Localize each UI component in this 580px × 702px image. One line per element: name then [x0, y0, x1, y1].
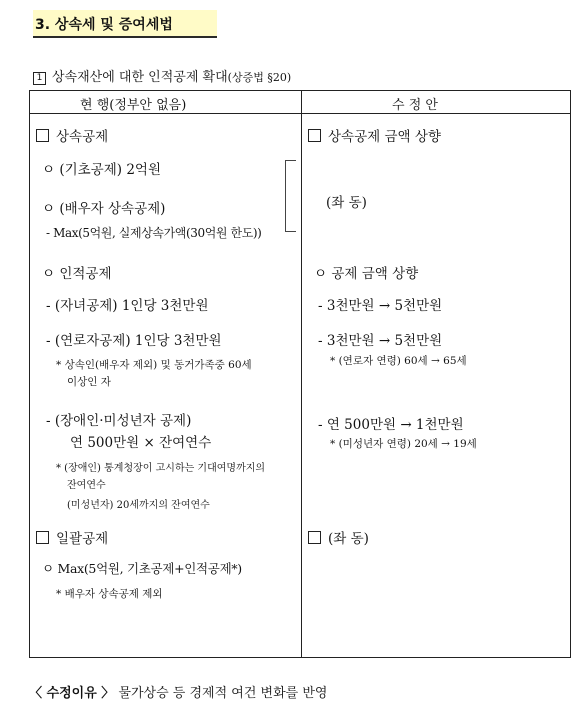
left-spouse-deduction: ㅇ (배우자 상속공제): [42, 201, 166, 217]
revision-reason-text: 물가상승 등 경제적 여건 변화를 반영: [118, 686, 328, 701]
header-revised: 수 정 안: [392, 98, 438, 113]
left-elderly-note-1: * 상속인(배우자 제외) 및 동거가족중 60세: [56, 359, 252, 371]
header-current: 현 행(정부안 없음): [80, 98, 187, 113]
checkbox-icon: [36, 129, 49, 142]
revision-reason-label: 〈 수정이유 〉: [29, 686, 115, 701]
revision-reason: [29, 682, 327, 701]
subheading-number: 1: [33, 72, 46, 85]
subheading-reference: (상증법 §20): [227, 71, 292, 84]
right-minor-age-note: * (미성년자 연령) 20세 → 19세: [330, 438, 477, 450]
left-elderly-note-2: 이상인 자: [67, 376, 111, 388]
right-raise-inheritance: 상속공제 금액 상향: [308, 125, 441, 145]
left-lump-sum-note: * 배우자 상속공제 제외: [56, 588, 163, 600]
right-elderly-change: - 3천만원 → 5천만원: [318, 333, 443, 349]
left-personal-deduction: ㅇ 인적공제: [42, 266, 112, 282]
right-child-change: - 3천만원 → 5천만원: [318, 298, 443, 314]
left-disabled-note-3: (미성년자) 20세까지의 잔여연수: [67, 500, 210, 511]
subheading: [33, 66, 291, 86]
left-lump-sum-deduction: 일괄공제: [36, 527, 108, 547]
left-child-deduction: - (자녀공제) 1인당 3천만원: [46, 298, 209, 314]
bracket-mark: [285, 160, 296, 232]
left-disabled-minor-amount: 연 500만원 × 잔여연수: [70, 435, 212, 451]
subheading-text: 상속재산에 대한 인적공제 확대: [52, 70, 228, 85]
left-basic-deduction: ㅇ (기초공제) 2억원: [42, 162, 161, 178]
section-title-text: 3. 상속세 및 증여세법: [35, 17, 173, 33]
left-elderly-deduction: - (연로자공제) 1인당 3천만원: [46, 333, 222, 349]
section-title: [33, 10, 217, 38]
right-elderly-age-note: * (연로자 연령) 60세 → 65세: [330, 355, 467, 367]
header-divider: [30, 113, 570, 114]
left-inheritance-deduction: 상속공제: [36, 125, 108, 145]
left-disabled-note-2: 잔여연수: [67, 480, 106, 491]
left-disabled-note-1: * (장애인) 통계청장이 고시하는 기대여명까지의: [56, 463, 266, 474]
right-same-as-left-1: (좌 동): [326, 195, 367, 211]
left-spouse-max: - Max(5억원, 실제상속가액(30억원 한도)): [46, 226, 262, 240]
left-lump-sum-formula: ㅇ Max(5억원, 기초공제+인적공제*): [42, 561, 242, 576]
checkbox-icon: [308, 531, 321, 544]
comparison-table: [29, 90, 571, 658]
checkbox-icon: [36, 531, 49, 544]
checkbox-icon: [308, 129, 321, 142]
right-raise-personal: ㅇ 공제 금액 상향: [314, 266, 419, 282]
right-minor-change: - 연 500만원 → 1천만원: [318, 417, 464, 433]
left-disabled-minor-deduction: - (장애인·미성년자 공제): [46, 413, 192, 429]
column-divider: [301, 91, 302, 657]
right-same-as-left-2: (좌 동): [308, 527, 369, 547]
